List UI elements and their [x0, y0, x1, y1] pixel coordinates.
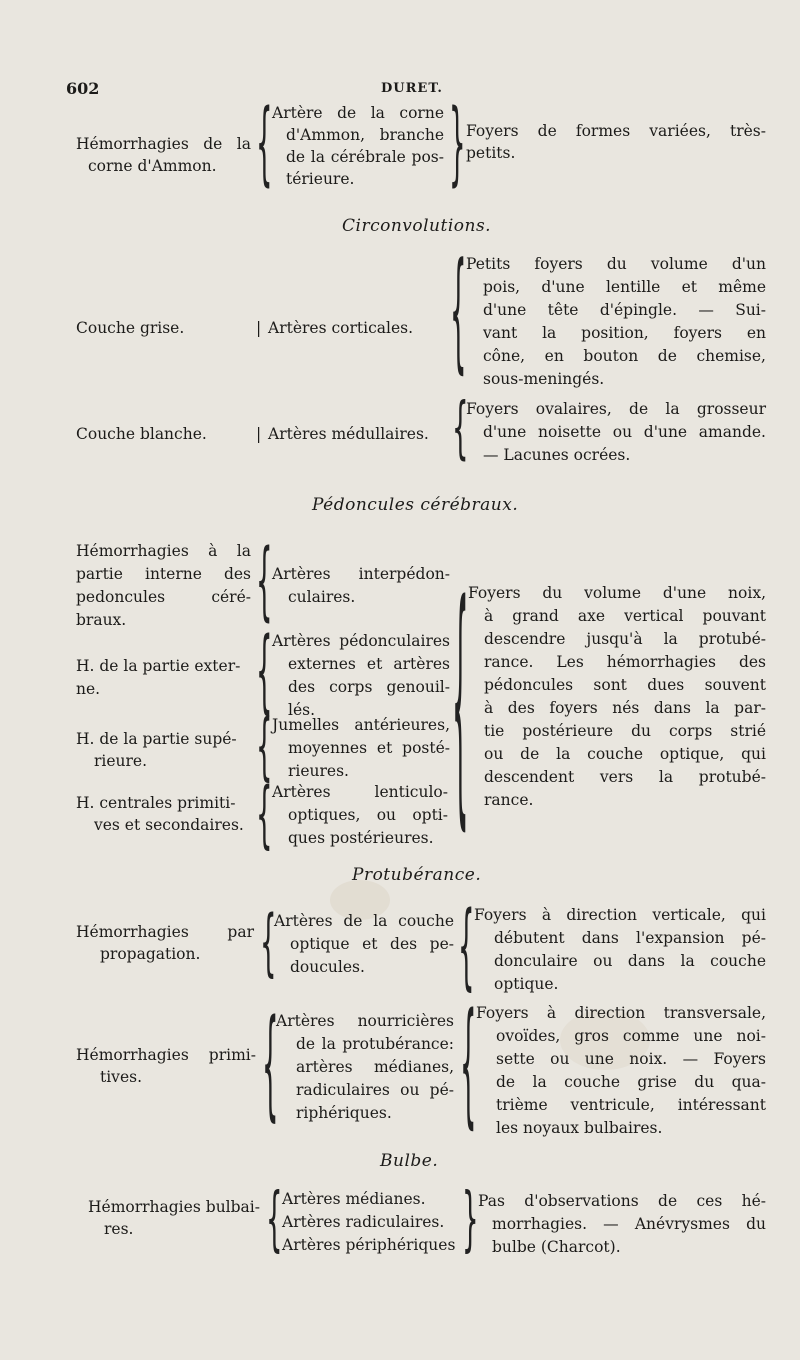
lesion-text: Foyers à direction verticale, qui	[474, 906, 766, 924]
artery-text: des corps genouil-	[288, 678, 450, 696]
lesion-text: Foyers ovalaires, de la grosseur	[466, 400, 766, 418]
lesion-text: descendre jusqu'à la protubé-	[484, 630, 766, 648]
right-brace: {	[458, 894, 475, 1003]
artery-text: Artères médianes.	[282, 1190, 426, 1208]
artery-text: Jumelles antérieures,	[272, 716, 450, 734]
lesion-text: donculaire ou dans la couche	[494, 952, 766, 970]
lesion-text: vant la position, foyers en	[483, 324, 766, 342]
row-label: rieure.	[94, 752, 148, 770]
artery-text: Artères de la couche	[274, 912, 454, 930]
row-label: H. centrales primiti-	[76, 794, 236, 812]
artery-text: optiques, ou opti-	[288, 806, 448, 824]
running-head: DURET.	[381, 81, 443, 96]
artery-text: térieure.	[286, 170, 355, 188]
lesion-text: Foyers de formes variées, très-	[466, 122, 766, 140]
row-label: pedoncules céré-	[76, 588, 251, 606]
lesion-text: à des foyers nés dans la par-	[484, 699, 766, 717]
right-brace: }	[449, 93, 466, 198]
artery-text: ques postérieures.	[288, 829, 434, 847]
row-label: Hémorrhagies primi-	[76, 1046, 256, 1064]
lesion-text: de la couche grise du qua-	[496, 1073, 766, 1091]
row-label: H. de la partie supé-	[76, 730, 237, 748]
section-heading: Pédoncules cérébraux.	[312, 495, 519, 515]
artery-text: de la cérébrale pos-	[286, 148, 444, 166]
artery-text: radiculaires ou pé-	[296, 1081, 454, 1099]
row-label: braux.	[76, 611, 127, 629]
artery-text: lés.	[288, 701, 316, 719]
left-brace: {	[450, 240, 467, 390]
left-brace: {	[266, 1180, 283, 1262]
lesion-text: sous-meningés.	[483, 370, 605, 388]
left-brace: {	[256, 621, 273, 726]
lesion-text: pois, d'une lentille et même	[483, 278, 766, 296]
lesion-text: descendent vers la protubé-	[484, 768, 766, 786]
row-label: propagation.	[100, 945, 201, 963]
row-label: Couche blanche.	[76, 425, 207, 443]
lesion-text: Pas d'observations de ces hé-	[478, 1192, 766, 1210]
artery-text: Artères radiculaires.	[282, 1213, 445, 1231]
section-heading: Circonvolutions.	[342, 216, 492, 236]
left-brace: {	[256, 93, 273, 198]
artery-text: Artères nourricières	[276, 1012, 454, 1030]
section-heading: Bulbe.	[380, 1151, 439, 1171]
row-label: Hémorrhagies de la	[76, 135, 251, 153]
artery-text: artères médianes,	[296, 1058, 454, 1076]
row-label: Hémorrhagies à la	[76, 542, 251, 560]
left-brace: {	[452, 390, 469, 469]
artery-text: optique et des pe-	[290, 935, 454, 953]
lesion-text: trième ventricule, intéressant	[496, 1096, 766, 1114]
row-label: ne.	[76, 680, 101, 698]
lesion-text: débutent dans l'expansion pé-	[494, 929, 766, 947]
lesion-text: pédoncules sont dues souvent	[484, 676, 766, 694]
lesion-text: rance. Les hémorrhagies des	[484, 653, 766, 671]
artery-text: culaires.	[288, 588, 356, 606]
lesion-text: — Lacunes ocrées.	[483, 446, 631, 464]
left-brace: {	[256, 706, 273, 791]
lesion-text: rance.	[484, 791, 534, 809]
lesion-text: Foyers du volume d'une noix,	[468, 584, 766, 602]
row-label: ves et secondaires.	[94, 816, 244, 834]
artery-text: de la protubérance:	[296, 1035, 454, 1053]
separator-bar: |	[256, 425, 262, 443]
row-label: res.	[104, 1220, 134, 1238]
lesion-text: d'une tête d'épingle. — Sui-	[483, 301, 766, 319]
lesion-text: morrhagies. — Anévrysmes du	[492, 1215, 766, 1233]
left-brace: {	[260, 902, 277, 987]
artery-text: Artères interpédon-	[272, 565, 450, 583]
lesion-text: cône, en bouton de chemise,	[483, 347, 766, 365]
left-brace: {	[460, 989, 477, 1146]
artery-text: Artères pédonculaires	[272, 632, 450, 650]
lesion-text: sette ou une noix. — Foyers	[496, 1050, 766, 1068]
lesion-text: à grand axe vertical pouvant	[484, 607, 766, 625]
artery-text: rieures.	[288, 762, 349, 780]
artery-text: Artères médullaires.	[268, 425, 429, 443]
row-label: Hémorrhagies par	[76, 923, 254, 941]
lesion-text: petits.	[466, 144, 516, 162]
left-brace: {	[256, 533, 273, 633]
lesion-text: bulbe (Charcot).	[492, 1238, 621, 1256]
row-label: corne d'Ammon.	[88, 157, 217, 175]
separator-bar: |	[256, 319, 262, 337]
left-brace: {	[452, 560, 469, 860]
lesion-text: tie postérieure du corps strié	[484, 722, 766, 740]
lesion-text: ovoïdes, gros comme une noi-	[496, 1027, 766, 1045]
lesion-text: Petits foyers du volume d'un	[466, 255, 766, 273]
page-number: 602	[66, 79, 100, 98]
lesion-text: les noyaux bulbaires.	[496, 1119, 663, 1137]
section-heading: Protubérance.	[352, 865, 482, 885]
left-brace: {	[256, 774, 273, 859]
lesion-text: Foyers à direction transversale,	[476, 1004, 766, 1022]
lesion-text: optique.	[494, 975, 559, 993]
artery-text: externes et artères	[288, 655, 450, 673]
row-label: Couche grise.	[76, 319, 185, 337]
artery-text: Artère de la corne	[272, 104, 444, 122]
left-brace: {	[262, 998, 279, 1137]
row-label: H. de la partie exter-	[76, 657, 241, 675]
lesion-text: d'une noisette ou d'une amande.	[483, 423, 766, 441]
artery-text: Artères lenticulo-	[272, 783, 448, 801]
lesion-text: ou de la couche optique, qui	[484, 745, 766, 763]
artery-text: Artères périphériques	[282, 1236, 456, 1254]
row-label: tives.	[100, 1068, 142, 1086]
artery-text: d'Ammon, branche	[286, 126, 444, 144]
row-label: Hémorrhagies bulbai-	[88, 1198, 260, 1216]
artery-text: doucules.	[290, 958, 365, 976]
row-label: partie interne des	[76, 565, 251, 583]
artery-text: riphériques.	[296, 1104, 392, 1122]
artery-text: Artères corticales.	[268, 319, 414, 337]
artery-text: moyennes et posté-	[288, 739, 450, 757]
right-brace: }	[462, 1180, 479, 1262]
